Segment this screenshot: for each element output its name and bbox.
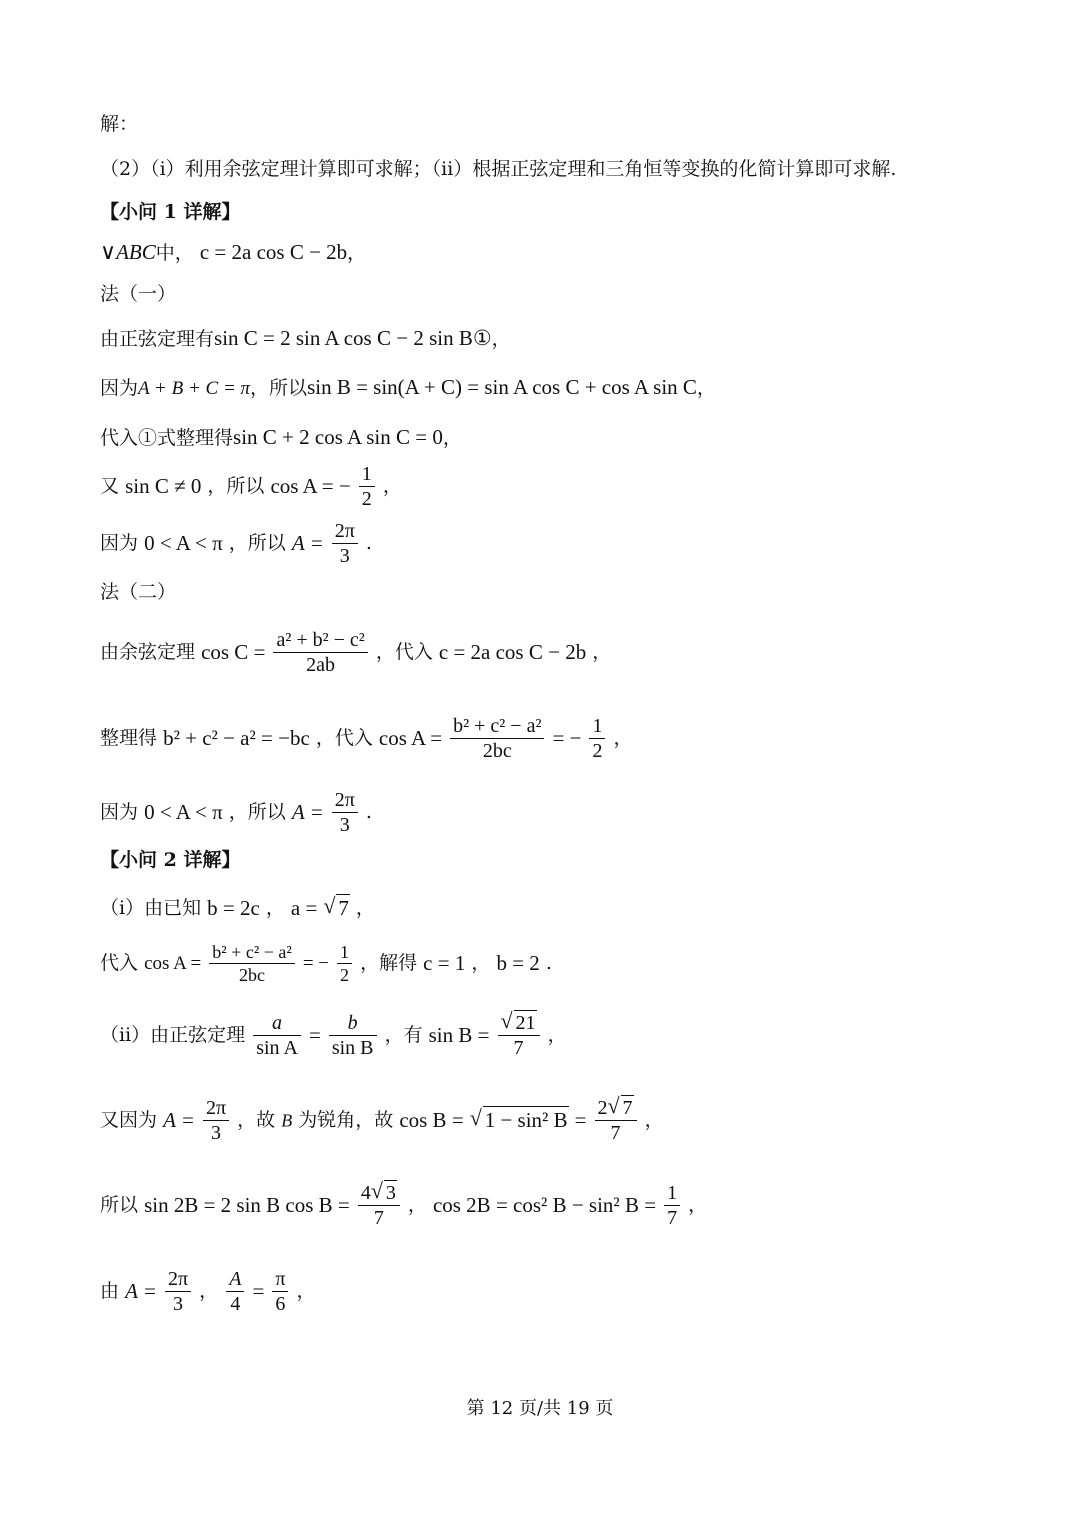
- text: 【小问 1 详解】: [100, 201, 241, 223]
- numerator: 2π: [203, 1098, 229, 1121]
- text: 【小问 2 详解】: [100, 849, 241, 871]
- method-2-result: [100, 790, 372, 835]
- analysis-part-2: [100, 160, 896, 179]
- denominator: 6: [275, 1293, 286, 1315]
- math: =: [252, 1279, 265, 1303]
- q2-part-i-given: [100, 898, 375, 919]
- math: c = 1: [423, 951, 466, 975]
- section-title-q2: [100, 851, 240, 870]
- text: ，: [547, 1024, 567, 1046]
- math: 0 < A < π: [144, 531, 223, 555]
- text: 由正弦定理有: [100, 328, 215, 350]
- coefficient: 2: [597, 1097, 608, 1119]
- text: ，: [613, 727, 633, 749]
- math: A =: [125, 1279, 157, 1303]
- radicand: 7: [622, 1097, 633, 1119]
- text: ，: [347, 242, 367, 264]
- math: sin 2B = 2 sin B cos B =: [144, 1193, 350, 1217]
- fraction: [329, 1013, 377, 1058]
- math: ABC: [116, 240, 156, 264]
- math: sin C ≠ 0: [125, 474, 202, 498]
- section-title-q1: [100, 203, 240, 222]
- text: .: [545, 952, 552, 974]
- fraction: [226, 1269, 244, 1314]
- numerator: A: [226, 1269, 244, 1292]
- radicand: 3: [385, 1182, 396, 1204]
- text: ，代入: [315, 727, 373, 749]
- text: ，: [407, 1194, 427, 1216]
- math: = −: [552, 726, 582, 750]
- text: 因为: [100, 801, 139, 823]
- text: ，所以: [207, 475, 265, 497]
- text: ，: [265, 897, 285, 919]
- q2-part-ii-double-angle: [100, 1183, 707, 1228]
- math: =: [574, 1108, 587, 1132]
- math: A + B + C = π: [138, 378, 251, 399]
- denominator: 3: [173, 1293, 184, 1315]
- method-1-title: [100, 285, 176, 304]
- numerator: b² + c² − a²: [209, 943, 294, 964]
- denominator: 7: [610, 1122, 621, 1144]
- math: cos A = −: [270, 474, 351, 498]
- text: ，: [644, 1109, 664, 1131]
- denominator: 2bc: [482, 740, 512, 762]
- denominator: 7: [667, 1207, 678, 1229]
- radicand: 21: [515, 1012, 536, 1034]
- text: 由余弦定理: [100, 641, 196, 663]
- denominator: 7: [513, 1037, 524, 1059]
- math: sin B =: [428, 1023, 490, 1047]
- radicand: 7: [338, 896, 349, 920]
- text: ，: [296, 1280, 316, 1302]
- method-1-step-1: [100, 328, 511, 349]
- text: 为锐角，故: [298, 1109, 394, 1131]
- numerator: 2π: [332, 521, 358, 544]
- text: 因为: [100, 532, 139, 554]
- solution-label: [100, 115, 138, 134]
- sqrt: [608, 1098, 634, 1118]
- denominator: sin A: [256, 1037, 298, 1059]
- math: 0 < A < π: [144, 800, 223, 824]
- text: ，: [491, 328, 511, 350]
- numerator: a: [253, 1013, 301, 1036]
- method-1-step-2: [100, 377, 716, 398]
- text: ，: [382, 475, 402, 497]
- q2-part-ii-angle-a: [100, 1269, 316, 1314]
- fraction: [203, 1098, 229, 1143]
- method-2-step-2: [100, 716, 633, 761]
- math: A =: [291, 800, 324, 824]
- sqrt: [323, 898, 350, 919]
- numerator: b: [329, 1013, 377, 1036]
- numerator: 1: [589, 716, 605, 739]
- math: b = 2: [496, 951, 540, 975]
- numerator: [498, 1013, 540, 1036]
- denominator: 3: [211, 1122, 222, 1144]
- math: B: [281, 1110, 293, 1131]
- coefficient: 4: [360, 1182, 371, 1204]
- fraction: [273, 630, 367, 675]
- text: 所以: [100, 1194, 139, 1216]
- numerator: 1: [337, 943, 352, 964]
- text: ，: [696, 377, 716, 399]
- q2-part-i-solve: [100, 943, 552, 984]
- given-equation: [100, 242, 366, 264]
- numerator: 2π: [332, 790, 358, 813]
- fraction: [359, 464, 375, 509]
- method-2-step-1: [100, 630, 611, 675]
- text: 代入①式整理得: [100, 427, 234, 449]
- text: 整理得: [100, 727, 158, 749]
- text: ，所以: [250, 377, 308, 399]
- denominator: 7: [373, 1207, 384, 1229]
- fraction: [209, 943, 294, 984]
- text: ，解得: [360, 952, 418, 974]
- text: ，: [355, 897, 375, 919]
- fraction: [358, 1183, 400, 1228]
- text: ，: [688, 1194, 708, 1216]
- math: sin C + 2 cos A sin C = 0: [233, 425, 443, 449]
- denominator: 4: [230, 1293, 241, 1315]
- math: A =: [291, 531, 324, 555]
- math: = −: [302, 953, 329, 974]
- denominator: 2ab: [306, 654, 336, 676]
- method-1-step-4: [100, 464, 402, 509]
- text: ，所以: [228, 801, 286, 823]
- numerator: [595, 1098, 637, 1121]
- method-2-title: [100, 583, 176, 602]
- denominator: 3: [339, 814, 350, 836]
- fraction: [253, 1013, 301, 1058]
- math: a =: [290, 896, 318, 920]
- fraction: [498, 1013, 540, 1058]
- math: A =: [163, 1108, 195, 1132]
- q2-part-ii-cos-b: [100, 1098, 664, 1143]
- text: 由: [100, 1280, 120, 1302]
- math: cos C =: [201, 640, 266, 664]
- text: （ⅱ）由正弦定理: [100, 1024, 246, 1046]
- denominator: 2: [340, 965, 350, 985]
- text: ，: [442, 427, 462, 449]
- numerator: 2π: [165, 1269, 191, 1292]
- sqrt: [371, 1183, 397, 1203]
- text: ，故: [237, 1109, 276, 1131]
- math: b = 2c: [207, 896, 260, 920]
- text: （ⅰ）由已知: [100, 897, 202, 919]
- fraction: [589, 716, 605, 761]
- denominator: sin B: [331, 1037, 374, 1059]
- text: ，: [471, 952, 491, 974]
- math: c = 2a cos C − 2b: [199, 240, 348, 264]
- text: 法（二）: [100, 581, 177, 603]
- method-1-result: [100, 521, 372, 566]
- text: ，有: [384, 1024, 423, 1046]
- fraction: [664, 1183, 680, 1228]
- method-1-step-3: [100, 427, 462, 448]
- q2-part-ii-sine-rule: [100, 1013, 567, 1058]
- text: ，代入: [375, 641, 433, 663]
- text: 又因为: [100, 1109, 158, 1131]
- denominator: 2: [592, 740, 603, 762]
- math: b² + c² − a² = −bc: [163, 726, 310, 750]
- math: sin C = 2 sin A cos C − 2 sin B①: [214, 326, 492, 350]
- fraction: [165, 1269, 191, 1314]
- numerator: a² + b² − c²: [273, 630, 367, 653]
- fraction: [595, 1098, 637, 1143]
- text: 解：: [100, 113, 139, 135]
- denominator: 2bc: [239, 965, 266, 985]
- math: cos A =: [378, 726, 443, 750]
- denominator: 2: [361, 488, 372, 510]
- math: =: [308, 1023, 321, 1047]
- denominator: 3: [339, 545, 350, 567]
- text: ，: [199, 1280, 219, 1302]
- triangle-symbol: ∨: [100, 240, 117, 265]
- numerator: 1: [359, 464, 375, 487]
- fraction: [332, 790, 358, 835]
- fraction: [332, 521, 358, 566]
- text: （2）（ⅰ）利用余弦定理计算即可求解；（ⅱ）根据正弦定理和三角恒等变换的化简计算即可求解.: [100, 158, 897, 180]
- text: .: [365, 801, 372, 823]
- text: 法（一）: [100, 283, 177, 305]
- math: cos B =: [399, 1108, 464, 1132]
- numerator: 1: [664, 1183, 680, 1206]
- text: 代入: [100, 952, 139, 974]
- text: 中，: [155, 242, 194, 264]
- text: 又: [100, 475, 120, 497]
- text: ，: [592, 641, 612, 663]
- fraction: [272, 1269, 288, 1314]
- page-footer: 第 12 页/共 19 页: [466, 1398, 614, 1419]
- sqrt: [501, 1013, 537, 1033]
- math: c = 2a cos C − 2b: [438, 640, 587, 664]
- numerator: [358, 1183, 400, 1206]
- text: 因为: [100, 377, 139, 399]
- sqrt: [470, 1110, 569, 1131]
- text: .: [365, 532, 372, 554]
- math: sin B = sin(A + C) = sin A cos C + cos A sin C: [307, 375, 697, 399]
- math: cos A =: [144, 953, 202, 974]
- text: ，所以: [228, 532, 286, 554]
- fraction: [450, 716, 544, 761]
- radicand: 1 − sin² B: [484, 1108, 568, 1132]
- math: cos 2B = cos² B − sin² B =: [432, 1193, 657, 1217]
- numerator: b² + c² − a²: [450, 716, 544, 739]
- numerator: π: [272, 1269, 288, 1292]
- fraction: [337, 943, 352, 984]
